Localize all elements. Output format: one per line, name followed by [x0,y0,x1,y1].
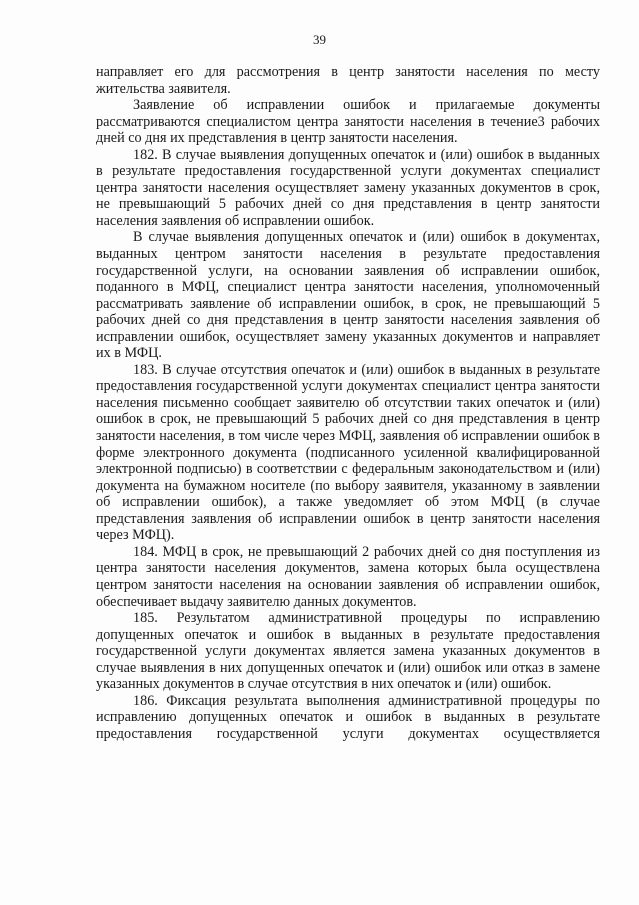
paragraph: В случае выявления допущенных опечаток и (или) ошибок в документах, выданных центром занятости населения в результате предоставления государственной услуги, на основании заявления об исправлении ошибок, поданного в МФЦ, специалист центра занятости населения, уполномоченный рассматривать заявление об исправлении ошибок, в срок, не превышающий 5 рабочих дней со дня представления в центр занятости населения заявления об исправлении ошибок, осуществляет замену указанных документов и направляет их в МФЦ. [96,229,600,362]
paragraph: 184. МФЦ в срок, не превышающий 2 рабочих дней со дня поступления из центра занятости населения документов, замена которых была осуществлена центром занятости населения на основании заявления об исправлении ошибок, обеспечивает выдачу заявителю данных документов. [96,543,600,610]
paragraph: 186. Фиксация результата выполнения административной процедуры по исправлению допущенных опечаток и ошибок в выданных в результате предоставления государственной услуги документах осуществляется [96,692,600,742]
document-body [96,64,600,742]
paragraph: 185. Результатом административной процедуры по исправлению допущенных опечаток и ошибок в выданных в результате предоставления государственной услуги документах является замена указанных документов в случае выявления в них допущенных опечаток и (или) ошибок или отказ в замене указанных документов в случае отсутствия в них опечаток и (или) ошибок. [96,610,600,693]
paragraph: Заявление об исправлении ошибок и прилагаемые документы рассматриваются специалистом центра занятости населения в течение3 рабочих дней со дня их представления в центр занятости населения. [96,97,600,147]
paragraph: 183. В случае отсутствия опечаток и (или) ошибок в выданных в результате предоставления государственной услуги документах специалист центра занятости населения письменно сообщает заявителю об отсутствии таких опечаток и (или) ошибок в срок, не превышающий 5 рабочих дней со дня представления в центр занятости населения, в том числе через МФЦ, заявления об исправлении ошибок в форме электронного документа (подписанного усиленной квалифицированной электронной подписью) в соответствии с федеральным законодательством и (или) документа на бумажном носителе (по выбору заявителя, указанному в заявлении об исправлении ошибок), а также уведомляет об этом МФЦ (в случае представления заявления об исправлении ошибок в центр занятости населения через МФЦ). [96,361,600,544]
page-number: 39 [313,32,326,47]
paragraph: 182. В случае выявления допущенных опечаток и (или) ошибок в выданных в результате предоставления государственной услуги документах специалист центра занятости населения осуществляет замену указанных документов в срок, не превышающий 5 рабочих дней со дня представления в центр занятости населения заявления об исправлении ошибок. [96,146,600,229]
paragraph: направляет его для рассмотрения в центр занятости населения по месту жительства заявителя. [96,64,600,97]
